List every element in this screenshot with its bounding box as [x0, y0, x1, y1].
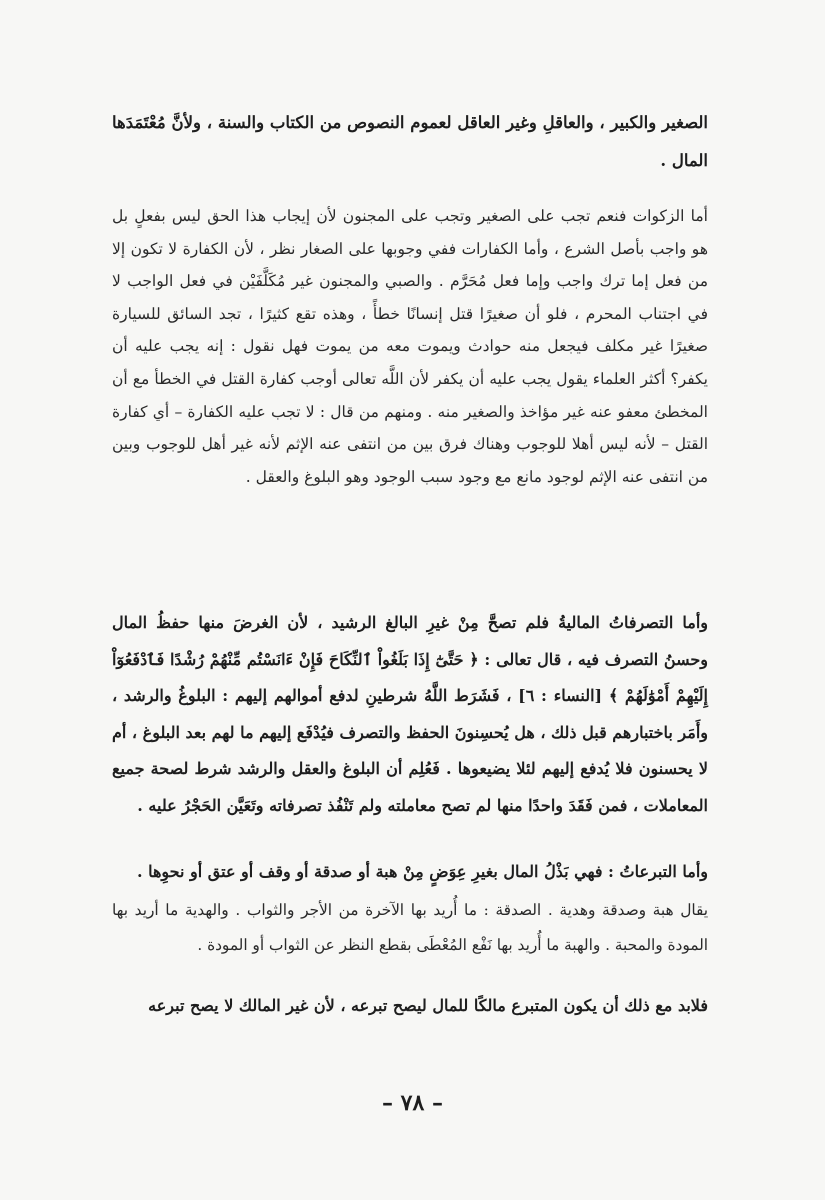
page-number: – ٧٨ – — [382, 1090, 443, 1116]
paragraph-1: الصغير والكبير ، والعاقلِ وغير العاقل لعموم النصوص من الكتاب والسنة ، ولأنَّ مُعْتَمَدَها المال . — [112, 113, 708, 170]
paragraph-6: فلابد مع ذلك أن يكون المتبرع مالكًا للمال ليصح تبرعه ، لأن غير المالك لا يصح تبرعه — [148, 996, 708, 1015]
paragraph-5: يقال هبة وصدقة وهدية . الصدقة : ما أُريد بها الآخرة من الأجر والثواب . والهدية ما أريد بها المودة والمحبة . والهبة ما أُريد بها نَفْع المُعْطَى بقطع النظر عن الثواب أو المودة . — [112, 901, 708, 954]
paragraph-3: وأما التصرفاتُ الماليةُ فلم تصحَّ مِنْ غيرِ البالغ الرشيد ، لأن الغرضَ منها حفظُ المال وحسنُ التصرف فيه ، قال تعالى : ﴿ حَتَّىٰٓ إِذَا بَلَغُواْ ٱلنِّكَاحَ فَإِنْ ءَانَسْتُم مِّنْهُمْ رُشْدًا فَٱدْفَعُوٓاْ إِلَيْهِمْ أَمْوَٰلَهُمْ ﴾ [النساء : ٦] ، فَشَرَط اللَّهُ شرطينِ لدفع أموالهم إليهم : البلوغُ والرشد ، وأَمَر باختبارهم قبل ذلك ، هل يُحسِنونَ الحفظ والتصرف فيُدْفَع إليهم ما لهم بعد البلوغ ، أم لا يحسنون فلا يُدفع إليهم لئلا يضيعوها . فَعُلِم أن البلوغ والعقل والرشد شرط لصحة جميع المعاملات ، فمن فَقَدَ واحدًا منها لم تصح معاملته ولم تَنْفُذ تصرفاته وتَعَيَّن الحَجْرُ عليه . — [112, 613, 709, 815]
paragraph-2: أما الزكوات فنعم تجب على الصغير وتجب على المجنون لأن إيجاب هذا الحق ليس بفعلٍ بل هو واجب بأصل الشرع ، وأما الكفارات ففي وجوبها على الصغار نظر ، لأن الكفارة لا تكون إلا من فعل إما ترك واجب وإما فعل مُحَرَّم . والصبي والمجنون غير مُكَلَّفَيْن في فعل الواجب لا في اجتناب المحرم ، فلو أن صغيرًا قتل إنسانًا خطأً ، وهذه تقع كثيرًا ، تجد السائق للسيارة صغيرًا غير مكلف فيجعل منه حوادث ويموت معه من يموت فهل نقول : إنه يجب عليه أن يكفر؟ أكثر العلماء يقول يجب عليه أن يكفر لأن اللَّه تعالى أوجب كفارة القتل في الخطأ مع أن المخطئ معفو عنه غير مؤاخذ والصغير منه . ومنهم من قال : لا تجب عليه الكفارة – أي كفارة القتل – لأنه ليس أهلا للوجوب وهناك فرق بين من انتفى عنه الإثم لأنه غير أهل للوجوب وبين من انتفى عنه الإثم لوجود مانع مع وجود سبب الوجود وهو البلوغ والعقل . — [112, 207, 708, 486]
paragraph-4: وأما التبرعاتُ : فهي بَذْلُ المال بغيرِ عِوَضٍ مِنْ هبة أو صدقة أو وقف أو عتق أو نحوِها . — [136, 862, 708, 881]
